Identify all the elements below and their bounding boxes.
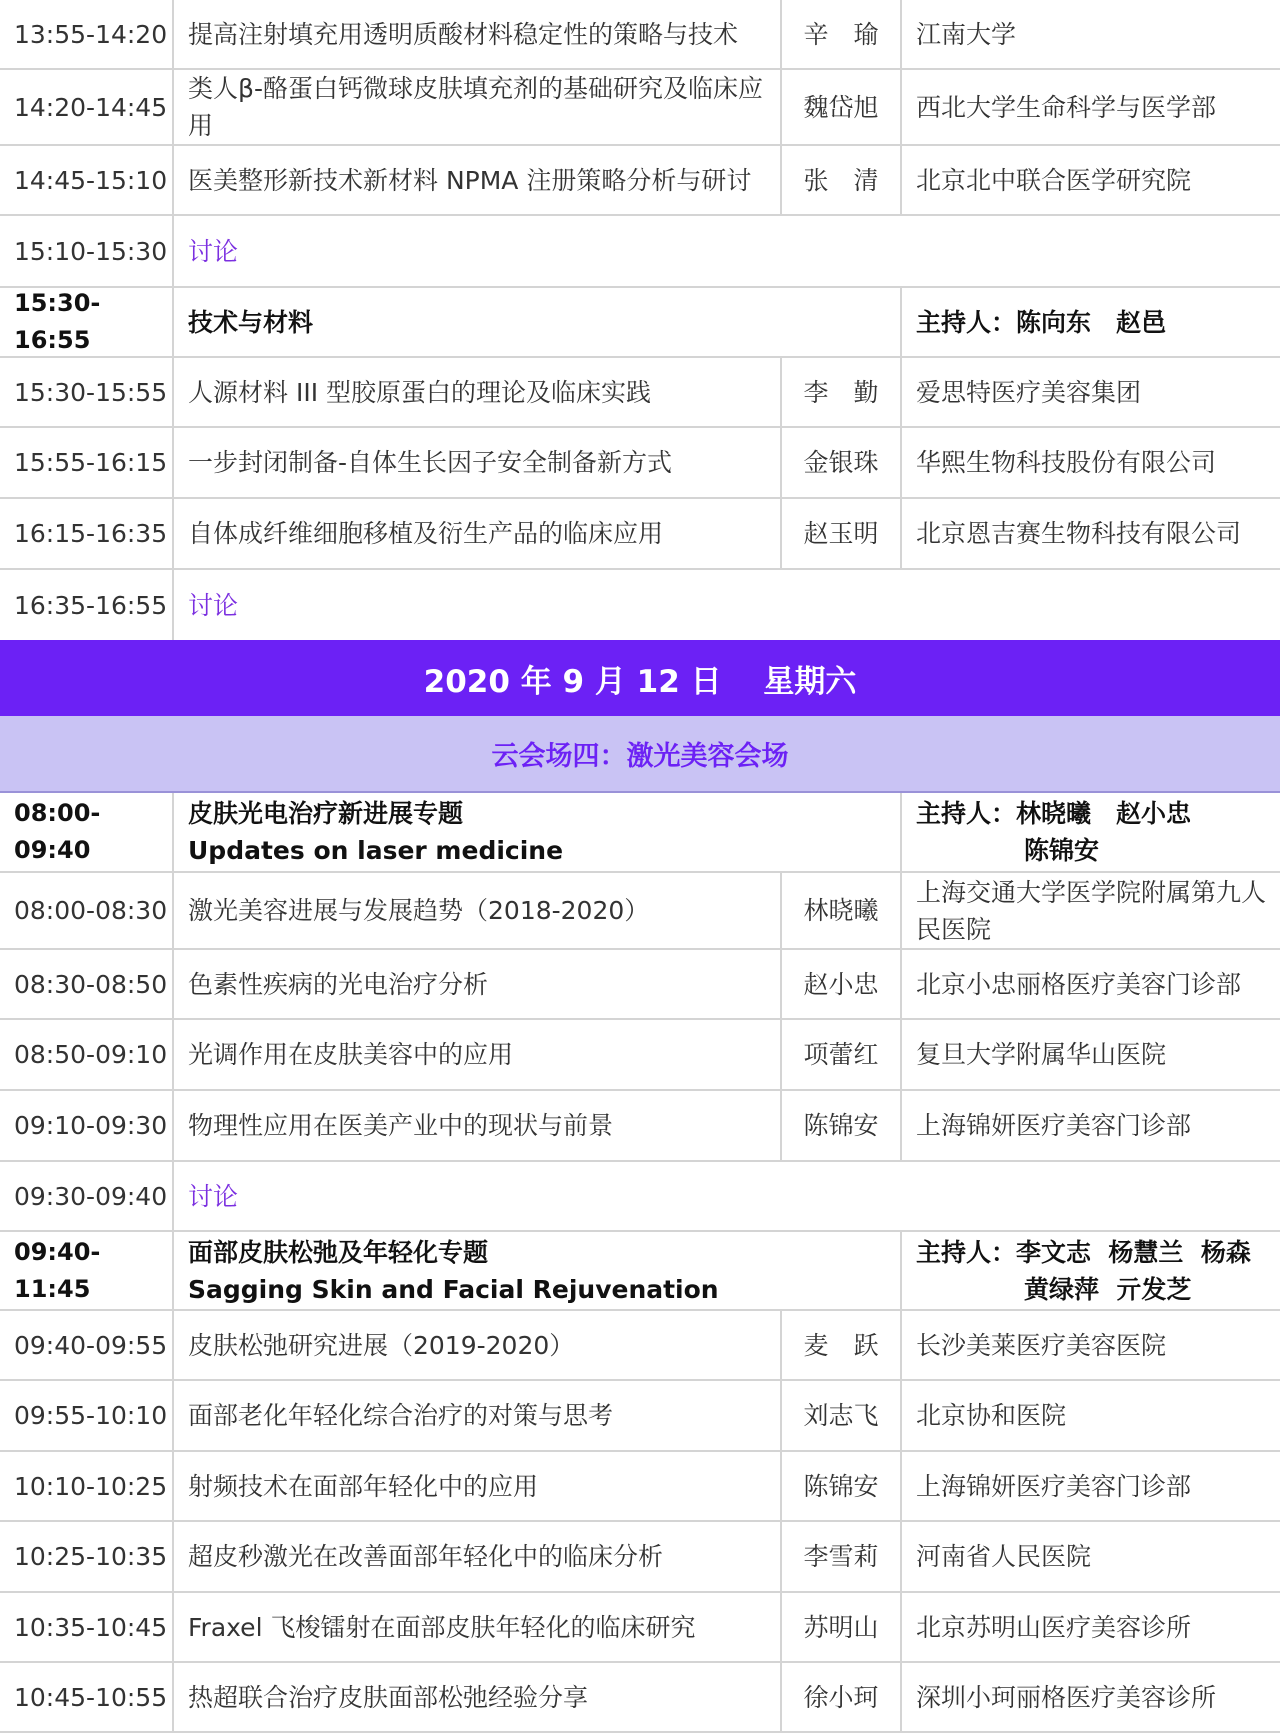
table-row (0, 1452, 1280, 1522)
institution-name: 复旦大学附属华山医院 (900, 1020, 1280, 1089)
speaker-name: 刘志飞 (780, 1381, 900, 1450)
session-host: 主持人：李文志 杨慧兰 杨森 (916, 1237, 1251, 1267)
table-row (0, 0, 1280, 70)
talk-title: 类人β-酪蛋白钙微球皮肤填充剂的基础研究及临床应用 (172, 70, 780, 144)
time-cell: 13:55-14:20 (14, 19, 168, 49)
institution-name: 华熙生物科技股份有限公司 (900, 428, 1280, 497)
time-cell: 08:50-09:10 (14, 1040, 168, 1069)
institution-name: 上海锦妍医疗美容门诊部 (900, 1452, 1280, 1520)
session-header-row (0, 793, 1280, 873)
institution-name: 长沙美莱医疗美容医院 (900, 1311, 1280, 1379)
talk-title: 激光美容进展与发展趋势（2018-2020） (172, 873, 780, 948)
time-cell: 14:45-15:10 (14, 165, 168, 195)
date-header: 2020 年 9 月 12 日 星期六 (0, 640, 1280, 716)
speaker-name: 李 勤 (780, 358, 900, 426)
institution-name: 上海锦妍医疗美容门诊部 (900, 1091, 1280, 1160)
table-row (0, 1020, 1280, 1091)
institution-name: 北京协和医院 (900, 1381, 1280, 1450)
table-row (0, 1091, 1280, 1162)
session-title-cell (172, 793, 900, 871)
speaker-name: 项蕾红 (780, 1020, 900, 1089)
table-row (0, 428, 1280, 499)
speaker-name: 林晓曦 (780, 873, 900, 948)
time-cell: 10:45-10:55 (14, 1682, 168, 1712)
discussion-row (0, 216, 1280, 288)
speaker-name: 张 清 (780, 146, 900, 214)
speaker-name: 陈锦安 (780, 1091, 900, 1160)
session-title: 技术与材料 (172, 288, 900, 356)
talk-title: 人源材料 III 型胶原蛋白的理论及临床实践 (172, 358, 780, 426)
table-row (0, 1663, 1280, 1733)
session-host: 主持人：陈向东 赵邑 (900, 288, 1280, 356)
talk-title: 一步封闭制备-自体生长因子安全制备新方式 (172, 428, 780, 497)
session-time: 09:40-11:45 (14, 1237, 101, 1303)
time-cell: 09:30-09:40 (14, 1181, 168, 1211)
table-row (0, 1381, 1280, 1452)
table-row (0, 1311, 1280, 1381)
institution-name: 江南大学 (900, 0, 1280, 68)
time-cell: 08:30-08:50 (14, 969, 168, 999)
talk-title: 皮肤松弛研究进展（2019-2020） (172, 1311, 780, 1379)
speaker-name: 麦 跃 (780, 1311, 900, 1379)
talk-title: 面部老化年轻化综合治疗的对策与思考 (172, 1381, 780, 1450)
time-cell: 15:55-16:15 (14, 448, 168, 477)
session-subtitle: Sagging Skin and Facial Rejuvenation (188, 1274, 719, 1304)
session-subtitle: Updates on laser medicine (188, 836, 564, 865)
table-row (0, 358, 1280, 428)
speaker-name: 李雪莉 (780, 1522, 900, 1591)
discussion-label: 讨论 (172, 1162, 1280, 1230)
talk-title: 热超联合治疗皮肤面部松弛经验分享 (172, 1663, 780, 1731)
time-cell: 09:40-09:55 (14, 1330, 168, 1360)
institution-name: 北京小忠丽格医疗美容门诊部 (900, 950, 1280, 1018)
discussion-row (0, 570, 1280, 640)
table-row (0, 950, 1280, 1020)
institution-name: 西北大学生命科学与医学部 (900, 70, 1280, 144)
talk-title: 物理性应用在医美产业中的现状与前景 (172, 1091, 780, 1160)
session-host-continued: 黄绿萍 亓发芝 (1024, 1274, 1192, 1304)
table-row (0, 1522, 1280, 1593)
table-row (0, 1593, 1280, 1663)
speaker-name: 赵玉明 (780, 499, 900, 568)
speaker-name: 苏明山 (780, 1593, 900, 1661)
session-header-row (0, 288, 1280, 358)
talk-title: 提高注射填充用透明质酸材料稳定性的策略与技术 (172, 0, 780, 68)
discussion-label: 讨论 (172, 570, 1280, 640)
institution-name: 北京北中联合医学研究院 (900, 146, 1280, 214)
venue-header: 云会场四：激光美容会场 (0, 716, 1280, 793)
table-row (0, 499, 1280, 570)
time-cell: 10:10-10:25 (14, 1471, 168, 1501)
session-host-cell (900, 793, 1280, 871)
session-header-row (0, 1232, 1280, 1311)
time-cell: 15:30-15:55 (14, 377, 168, 407)
talk-title: 自体成纤维细胞移植及衍生产品的临床应用 (172, 499, 780, 568)
talk-title: 医美整形新技术新材料 NPMA 注册策略分析与研讨 (172, 146, 780, 214)
table-row (0, 873, 1280, 950)
session-host: 主持人：林晓曦 赵小忠 (916, 799, 1192, 828)
session-title: 皮肤光电治疗新进展专题 (188, 799, 464, 828)
institution-name: 深圳小珂丽格医疗美容诊所 (900, 1663, 1280, 1731)
institution-name: 河南省人民医院 (900, 1522, 1280, 1591)
discussion-row (0, 1162, 1280, 1232)
table-row (0, 70, 1280, 146)
session-host-continued: 陈锦安 (1024, 836, 1100, 865)
time-cell: 09:10-09:30 (14, 1111, 168, 1140)
institution-name: 北京恩吉赛生物科技有限公司 (900, 499, 1280, 568)
institution-name: 上海交通大学医学院附属第九人民医院 (900, 873, 1280, 948)
session-host-cell (900, 1232, 1280, 1309)
time-cell: 16:35-16:55 (14, 590, 168, 620)
talk-title: 超皮秒激光在改善面部年轻化中的临床分析 (172, 1522, 780, 1591)
speaker-name: 徐小珂 (780, 1663, 900, 1731)
talk-title: 光调作用在皮肤美容中的应用 (172, 1020, 780, 1089)
time-cell: 14:20-14:45 (14, 92, 168, 122)
time-cell: 10:25-10:35 (14, 1542, 168, 1571)
speaker-name: 魏岱旭 (780, 70, 900, 144)
session-title: 面部皮肤松弛及年轻化专题 (188, 1237, 489, 1267)
session-time: 08:00-09:40 (14, 799, 101, 864)
speaker-name: 陈锦安 (780, 1452, 900, 1520)
session-time: 15:30-16:55 (14, 289, 101, 354)
talk-title: Fraxel 飞梭镭射在面部皮肤年轻化的临床研究 (172, 1593, 780, 1661)
talk-title: 射频技术在面部年轻化中的应用 (172, 1452, 780, 1520)
time-cell: 16:15-16:35 (14, 519, 168, 548)
institution-name: 爱思特医疗美容集团 (900, 358, 1280, 426)
speaker-name: 金银珠 (780, 428, 900, 497)
time-cell: 08:00-08:30 (14, 896, 168, 925)
table-row (0, 146, 1280, 216)
discussion-label: 讨论 (172, 216, 1280, 286)
institution-name: 北京苏明山医疗美容诊所 (900, 1593, 1280, 1661)
session-title-cell (172, 1232, 900, 1309)
speaker-name: 辛 瑜 (780, 0, 900, 68)
time-cell: 10:35-10:45 (14, 1612, 168, 1642)
time-cell: 15:10-15:30 (14, 236, 168, 266)
speaker-name: 赵小忠 (780, 950, 900, 1018)
time-cell: 09:55-10:10 (14, 1401, 168, 1430)
talk-title: 色素性疾病的光电治疗分析 (172, 950, 780, 1018)
